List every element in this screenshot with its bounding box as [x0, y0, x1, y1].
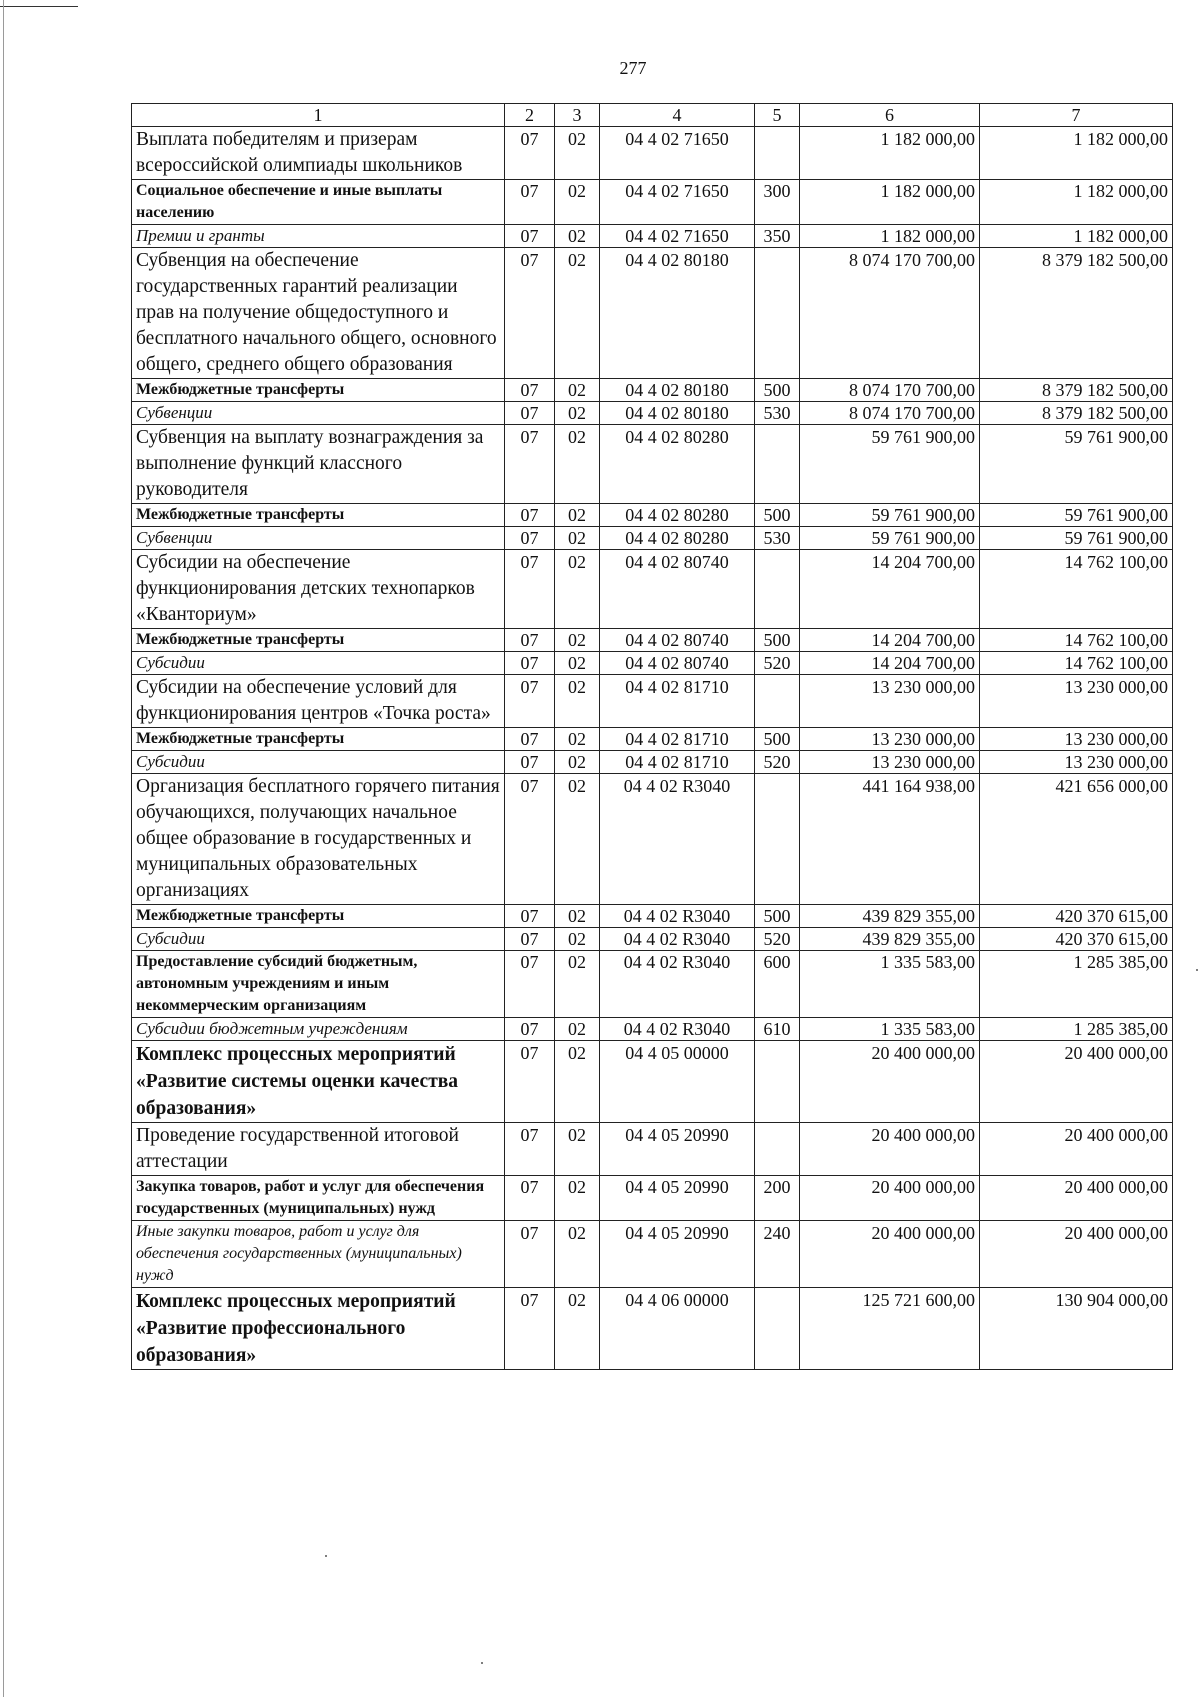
target-article-code: 04 4 02 81710	[600, 728, 755, 751]
expense-type-code: 600	[755, 951, 800, 1018]
amount-year-2: 1 182 000,00	[980, 180, 1173, 225]
section-code: 07	[505, 1018, 555, 1041]
expense-type-code	[755, 774, 800, 905]
expense-type-code: 500	[755, 905, 800, 928]
section-code: 07	[505, 1041, 555, 1123]
amount-year-1: 439 829 355,00	[800, 928, 980, 951]
expense-type-code: 200	[755, 1176, 800, 1221]
expense-type-code: 530	[755, 402, 800, 425]
target-article-code: 04 4 02 80740	[600, 550, 755, 629]
amount-year-2: 8 379 182 500,00	[980, 379, 1173, 402]
section-code: 07	[505, 675, 555, 728]
table-row	[132, 379, 1173, 402]
table-row	[132, 728, 1173, 751]
item-name: Субсидии	[132, 751, 505, 774]
subsection-code: 02	[555, 1221, 600, 1288]
amount-year-2: 8 379 182 500,00	[980, 248, 1173, 379]
section-code: 07	[505, 379, 555, 402]
table-row	[132, 127, 1173, 180]
amount-year-2: 1 285 385,00	[980, 951, 1173, 1018]
budget-table	[131, 103, 1173, 1370]
amount-year-1: 125 721 600,00	[800, 1288, 980, 1370]
header-col-4: 4	[600, 104, 755, 127]
target-article-code: 04 4 02 81710	[600, 675, 755, 728]
expense-type-code: 520	[755, 751, 800, 774]
table-row	[132, 402, 1173, 425]
amount-year-2: 13 230 000,00	[980, 675, 1173, 728]
expense-type-code: 520	[755, 652, 800, 675]
table-row	[132, 629, 1173, 652]
item-name: Иные закупки товаров, работ и услуг для обеспечения государственных (муниципальных) нужд	[132, 1221, 505, 1288]
amount-year-2: 59 761 900,00	[980, 425, 1173, 504]
subsection-code: 02	[555, 379, 600, 402]
item-name: Субсидии на обеспечение условий для функционирования центров «Точка роста»	[132, 675, 505, 728]
target-article-code: 04 4 02 R3040	[600, 951, 755, 1018]
amount-year-2: 420 370 615,00	[980, 928, 1173, 951]
amount-year-1: 8 074 170 700,00	[800, 248, 980, 379]
target-article-code: 04 4 06 00000	[600, 1288, 755, 1370]
table-row	[132, 652, 1173, 675]
amount-year-2: 20 400 000,00	[980, 1221, 1173, 1288]
subsection-code: 02	[555, 225, 600, 248]
amount-year-2: 13 230 000,00	[980, 751, 1173, 774]
section-code: 07	[505, 774, 555, 905]
amount-year-1: 20 400 000,00	[800, 1041, 980, 1123]
expense-type-code	[755, 425, 800, 504]
amount-year-2: 14 762 100,00	[980, 652, 1173, 675]
table-row	[132, 1018, 1173, 1041]
amount-year-1: 1 182 000,00	[800, 127, 980, 180]
subsection-code: 02	[555, 1041, 600, 1123]
section-code: 07	[505, 928, 555, 951]
subsection-code: 02	[555, 1288, 600, 1370]
amount-year-1: 1 182 000,00	[800, 180, 980, 225]
amount-year-2: 59 761 900,00	[980, 504, 1173, 527]
amount-year-1: 59 761 900,00	[800, 527, 980, 550]
amount-year-1: 20 400 000,00	[800, 1123, 980, 1176]
header-col-2: 2	[505, 104, 555, 127]
subsection-code: 02	[555, 425, 600, 504]
expense-type-code	[755, 550, 800, 629]
amount-year-1: 13 230 000,00	[800, 675, 980, 728]
item-name: Межбюджетные трансферты	[132, 629, 505, 652]
amount-year-1: 13 230 000,00	[800, 751, 980, 774]
section-code: 07	[505, 1288, 555, 1370]
scan-margin-line	[3, 0, 4, 1697]
corner-rule	[0, 6, 78, 7]
amount-year-2: 59 761 900,00	[980, 527, 1173, 550]
section-code: 07	[505, 550, 555, 629]
amount-year-2: 20 400 000,00	[980, 1123, 1173, 1176]
section-code: 07	[505, 402, 555, 425]
header-col-6: 6	[800, 104, 980, 127]
amount-year-2: 1 285 385,00	[980, 1018, 1173, 1041]
expense-type-code: 500	[755, 629, 800, 652]
target-article-code: 04 4 02 R3040	[600, 774, 755, 905]
amount-year-1: 14 204 700,00	[800, 550, 980, 629]
header-col-5: 5	[755, 104, 800, 127]
amount-year-1: 20 400 000,00	[800, 1176, 980, 1221]
item-name: Субсидии на обеспечение функционирования детских технопарков «Кванториум»	[132, 550, 505, 629]
table-row	[132, 504, 1173, 527]
target-article-code: 04 4 02 81710	[600, 751, 755, 774]
amount-year-2: 13 230 000,00	[980, 728, 1173, 751]
expense-type-code	[755, 1041, 800, 1123]
section-code: 07	[505, 527, 555, 550]
amount-year-1: 1 335 583,00	[800, 951, 980, 1018]
amount-year-1: 59 761 900,00	[800, 504, 980, 527]
table-row	[132, 905, 1173, 928]
section-code: 07	[505, 728, 555, 751]
section-code: 07	[505, 248, 555, 379]
section-code: 07	[505, 225, 555, 248]
expense-type-code: 610	[755, 1018, 800, 1041]
target-article-code: 04 4 02 80740	[600, 629, 755, 652]
amount-year-2: 420 370 615,00	[980, 905, 1173, 928]
table-body	[132, 127, 1173, 1370]
item-name: Субвенции	[132, 527, 505, 550]
amount-year-1: 441 164 938,00	[800, 774, 980, 905]
target-article-code: 04 4 05 20990	[600, 1221, 755, 1288]
scan-speck	[325, 1555, 327, 1557]
item-name: Межбюджетные трансферты	[132, 728, 505, 751]
subsection-code: 02	[555, 504, 600, 527]
amount-year-2: 20 400 000,00	[980, 1176, 1173, 1221]
target-article-code: 04 4 02 71650	[600, 127, 755, 180]
target-article-code: 04 4 05 20990	[600, 1176, 755, 1221]
target-article-code: 04 4 02 80280	[600, 504, 755, 527]
amount-year-1: 13 230 000,00	[800, 728, 980, 751]
amount-year-1: 439 829 355,00	[800, 905, 980, 928]
item-name: Социальное обеспечение и иные выплаты населению	[132, 180, 505, 225]
table-row	[132, 928, 1173, 951]
target-article-code: 04 4 02 80180	[600, 248, 755, 379]
expense-type-code: 300	[755, 180, 800, 225]
amount-year-2: 8 379 182 500,00	[980, 402, 1173, 425]
table-row	[132, 774, 1173, 905]
expense-type-code: 350	[755, 225, 800, 248]
item-name: Выплата победителям и призерам всероссийской олимпиады школьников	[132, 127, 505, 180]
item-name: Субсидии	[132, 652, 505, 675]
amount-year-1: 14 204 700,00	[800, 629, 980, 652]
target-article-code: 04 4 02 80280	[600, 425, 755, 504]
target-article-code: 04 4 02 80280	[600, 527, 755, 550]
item-name: Межбюджетные трансферты	[132, 379, 505, 402]
expense-type-code	[755, 1123, 800, 1176]
amount-year-2: 130 904 000,00	[980, 1288, 1173, 1370]
subsection-code: 02	[555, 527, 600, 550]
amount-year-1: 1 335 583,00	[800, 1018, 980, 1041]
section-code: 07	[505, 751, 555, 774]
expense-type-code	[755, 1288, 800, 1370]
table-row	[132, 225, 1173, 248]
subsection-code: 02	[555, 905, 600, 928]
section-code: 07	[505, 629, 555, 652]
amount-year-1: 20 400 000,00	[800, 1221, 980, 1288]
budget-table-container	[131, 103, 1172, 1370]
subsection-code: 02	[555, 1123, 600, 1176]
header-col-7: 7	[980, 104, 1173, 127]
target-article-code: 04 4 02 71650	[600, 225, 755, 248]
table-row	[132, 675, 1173, 728]
subsection-code: 02	[555, 728, 600, 751]
section-code: 07	[505, 425, 555, 504]
amount-year-1: 8 074 170 700,00	[800, 402, 980, 425]
subsection-code: 02	[555, 1018, 600, 1041]
item-name: Субвенция на обеспечение государственных гарантий реализации прав на получение общедоступного и бесплатного начального общего, основного общего, среднего общего образования	[132, 248, 505, 379]
item-name: Межбюджетные трансферты	[132, 905, 505, 928]
item-name: Комплекс процессных мероприятий «Развитие системы оценки качества образования»	[132, 1041, 505, 1123]
header-col-1: 1	[132, 104, 505, 127]
amount-year-2: 20 400 000,00	[980, 1041, 1173, 1123]
section-code: 07	[505, 905, 555, 928]
target-article-code: 04 4 02 R3040	[600, 905, 755, 928]
item-name: Предоставление субсидий бюджетным, автономным учреждениям и иным некоммерческим организациям	[132, 951, 505, 1018]
amount-year-2: 14 762 100,00	[980, 629, 1173, 652]
expense-type-code: 500	[755, 728, 800, 751]
subsection-code: 02	[555, 751, 600, 774]
target-article-code: 04 4 05 20990	[600, 1123, 755, 1176]
table-row	[132, 951, 1173, 1018]
subsection-code: 02	[555, 402, 600, 425]
item-name: Проведение государственной итоговой аттестации	[132, 1123, 505, 1176]
amount-year-2: 14 762 100,00	[980, 550, 1173, 629]
expense-type-code: 520	[755, 928, 800, 951]
table-row	[132, 550, 1173, 629]
item-name: Межбюджетные трансферты	[132, 504, 505, 527]
item-name: Субвенция на выплату вознаграждения за выполнение функций классного руководителя	[132, 425, 505, 504]
expense-type-code	[755, 675, 800, 728]
header-col-3: 3	[555, 104, 600, 127]
table-row	[132, 751, 1173, 774]
subsection-code: 02	[555, 248, 600, 379]
subsection-code: 02	[555, 951, 600, 1018]
item-name: Субсидии	[132, 928, 505, 951]
table-row	[132, 1176, 1173, 1221]
section-code: 07	[505, 504, 555, 527]
amount-year-1: 14 204 700,00	[800, 652, 980, 675]
target-article-code: 04 4 02 R3040	[600, 1018, 755, 1041]
section-code: 07	[505, 1221, 555, 1288]
page-number: 277	[619, 58, 647, 78]
amount-year-1: 8 074 170 700,00	[800, 379, 980, 402]
item-name: Субсидии бюджетным учреждениям	[132, 1018, 505, 1041]
section-code: 07	[505, 127, 555, 180]
expense-type-code: 530	[755, 527, 800, 550]
subsection-code: 02	[555, 774, 600, 905]
section-code: 07	[505, 652, 555, 675]
table-row	[132, 1123, 1173, 1176]
subsection-code: 02	[555, 928, 600, 951]
amount-year-2: 421 656 000,00	[980, 774, 1173, 905]
item-name: Комплекс процессных мероприятий «Развитие профессионального образования»	[132, 1288, 505, 1370]
amount-year-1: 1 182 000,00	[800, 225, 980, 248]
target-article-code: 04 4 02 80740	[600, 652, 755, 675]
table-row	[132, 425, 1173, 504]
section-code: 07	[505, 1123, 555, 1176]
target-article-code: 04 4 02 80180	[600, 402, 755, 425]
target-article-code: 04 4 02 80180	[600, 379, 755, 402]
section-code: 07	[505, 1176, 555, 1221]
subsection-code: 02	[555, 127, 600, 180]
subsection-code: 02	[555, 550, 600, 629]
table-row	[132, 527, 1173, 550]
table-row	[132, 248, 1173, 379]
scan-speck	[481, 1662, 483, 1664]
subsection-code: 02	[555, 629, 600, 652]
table-row	[132, 180, 1173, 225]
amount-year-2: 1 182 000,00	[980, 225, 1173, 248]
subsection-code: 02	[555, 675, 600, 728]
target-article-code: 04 4 02 R3040	[600, 928, 755, 951]
item-name: Субвенции	[132, 402, 505, 425]
section-code: 07	[505, 180, 555, 225]
scan-speck	[1196, 969, 1198, 971]
table-row	[132, 1288, 1173, 1370]
expense-type-code	[755, 127, 800, 180]
expense-type-code: 500	[755, 379, 800, 402]
expense-type-code: 240	[755, 1221, 800, 1288]
expense-type-code: 500	[755, 504, 800, 527]
target-article-code: 04 4 02 71650	[600, 180, 755, 225]
expense-type-code	[755, 248, 800, 379]
table-row	[132, 1041, 1173, 1123]
subsection-code: 02	[555, 180, 600, 225]
subsection-code: 02	[555, 652, 600, 675]
table-row	[132, 1221, 1173, 1288]
amount-year-1: 59 761 900,00	[800, 425, 980, 504]
item-name: Закупка товаров, работ и услуг для обеспечения государственных (муниципальных) нужд	[132, 1176, 505, 1221]
subsection-code: 02	[555, 1176, 600, 1221]
item-name: Организация бесплатного горячего питания обучающихся, получающих начальное общее образование в государственных и муниципальных образовательных организациях	[132, 774, 505, 905]
section-code: 07	[505, 951, 555, 1018]
amount-year-2: 1 182 000,00	[980, 127, 1173, 180]
target-article-code: 04 4 05 00000	[600, 1041, 755, 1123]
item-name: Премии и гранты	[132, 225, 505, 248]
header-row	[132, 104, 1173, 127]
